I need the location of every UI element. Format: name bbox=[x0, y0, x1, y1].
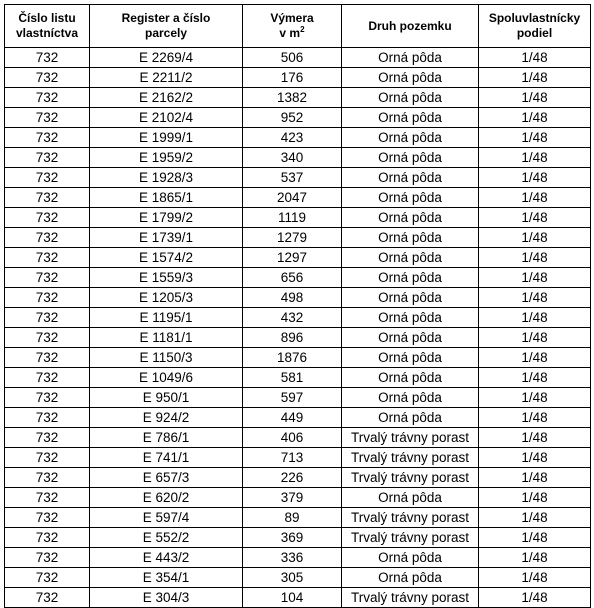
parcel-number-cell: E 1865/1 bbox=[90, 188, 243, 208]
owner-sheet-cell: 732 bbox=[5, 268, 90, 288]
owner-sheet-cell: 732 bbox=[5, 368, 90, 388]
area-cell: 1279 bbox=[243, 228, 342, 248]
header-row bbox=[5, 5, 591, 48]
owner-sheet-cell: 732 bbox=[5, 528, 90, 548]
parcel-number-cell: E 1195/1 bbox=[90, 308, 243, 328]
land-type-cell: Orná pôda bbox=[342, 368, 479, 388]
land-type-cell: Orná pôda bbox=[342, 388, 479, 408]
table-row bbox=[5, 268, 591, 288]
header-parcel-register bbox=[90, 5, 243, 48]
area-cell: 369 bbox=[243, 528, 342, 548]
area-cell: 226 bbox=[243, 468, 342, 488]
land-type-cell: Orná pôda bbox=[342, 208, 479, 228]
table-row bbox=[5, 448, 591, 468]
header-owner-sheet bbox=[5, 5, 90, 48]
land-type-cell: Orná pôda bbox=[342, 148, 479, 168]
land-type-cell: Orná pôda bbox=[342, 328, 479, 348]
area-cell: 896 bbox=[243, 328, 342, 348]
area-cell: 498 bbox=[243, 288, 342, 308]
share-cell: 1/48 bbox=[479, 128, 591, 148]
parcel-number-cell: E 1799/2 bbox=[90, 208, 243, 228]
parcel-number-cell: E 304/3 bbox=[90, 588, 243, 608]
table-row bbox=[5, 308, 591, 328]
owner-sheet-cell: 732 bbox=[5, 448, 90, 468]
table-row bbox=[5, 568, 591, 588]
land-type-cell: Orná pôda bbox=[342, 248, 479, 268]
table-row bbox=[5, 208, 591, 228]
table-row bbox=[5, 468, 591, 488]
land-type-cell: Orná pôda bbox=[342, 108, 479, 128]
area-cell: 1382 bbox=[243, 88, 342, 108]
land-type-cell: Orná pôda bbox=[342, 568, 479, 588]
table-row bbox=[5, 248, 591, 268]
parcel-number-cell: E 1574/2 bbox=[90, 248, 243, 268]
land-type-cell: Orná pôda bbox=[342, 348, 479, 368]
land-type-cell: Orná pôda bbox=[342, 48, 479, 68]
table-row bbox=[5, 68, 591, 88]
area-cell: 449 bbox=[243, 408, 342, 428]
area-cell: 2047 bbox=[243, 188, 342, 208]
land-type-cell: Orná pôda bbox=[342, 188, 479, 208]
land-type-cell: Orná pôda bbox=[342, 128, 479, 148]
table-row bbox=[5, 168, 591, 188]
parcel-number-cell: E 950/1 bbox=[90, 388, 243, 408]
parcel-number-cell: E 1049/6 bbox=[90, 368, 243, 388]
owner-sheet-cell: 732 bbox=[5, 488, 90, 508]
area-cell: 176 bbox=[243, 68, 342, 88]
owner-sheet-cell: 732 bbox=[5, 168, 90, 188]
land-type-cell: Trvalý trávny porast bbox=[342, 428, 479, 448]
share-cell: 1/48 bbox=[479, 228, 591, 248]
share-cell: 1/48 bbox=[479, 168, 591, 188]
parcel-number-cell: E 2269/4 bbox=[90, 48, 243, 68]
area-cell: 713 bbox=[243, 448, 342, 468]
land-type-cell: Trvalý trávny porast bbox=[342, 468, 479, 488]
table-row bbox=[5, 388, 591, 408]
area-cell: 597 bbox=[243, 388, 342, 408]
share-cell: 1/48 bbox=[479, 288, 591, 308]
owner-sheet-cell: 732 bbox=[5, 208, 90, 228]
share-cell: 1/48 bbox=[479, 548, 591, 568]
table-row bbox=[5, 588, 591, 608]
parcel-number-cell: E 1959/2 bbox=[90, 148, 243, 168]
area-cell: 506 bbox=[243, 48, 342, 68]
header-land-type bbox=[342, 5, 479, 48]
header-area-line1: Výmera bbox=[270, 11, 314, 25]
table-row bbox=[5, 288, 591, 308]
table-row bbox=[5, 328, 591, 348]
owner-sheet-cell: 732 bbox=[5, 288, 90, 308]
parcel-table-body bbox=[5, 48, 591, 608]
share-cell: 1/48 bbox=[479, 68, 591, 88]
table-row bbox=[5, 508, 591, 528]
parcel-number-cell: E 1150/3 bbox=[90, 348, 243, 368]
parcel-number-cell: E 1205/3 bbox=[90, 288, 243, 308]
header-area bbox=[243, 5, 342, 48]
share-cell: 1/48 bbox=[479, 488, 591, 508]
area-cell: 336 bbox=[243, 548, 342, 568]
land-type-cell: Orná pôda bbox=[342, 68, 479, 88]
share-cell: 1/48 bbox=[479, 108, 591, 128]
owner-sheet-cell: 732 bbox=[5, 548, 90, 568]
header-share-line2: podiel bbox=[516, 26, 553, 40]
table-row bbox=[5, 88, 591, 108]
share-cell: 1/48 bbox=[479, 368, 591, 388]
owner-sheet-cell: 732 bbox=[5, 308, 90, 328]
header-share bbox=[479, 5, 591, 48]
area-cell: 423 bbox=[243, 128, 342, 148]
parcel-number-cell: E 786/1 bbox=[90, 428, 243, 448]
land-type-cell: Orná pôda bbox=[342, 408, 479, 428]
area-cell: 305 bbox=[243, 568, 342, 588]
owner-sheet-cell: 732 bbox=[5, 148, 90, 168]
area-cell: 89 bbox=[243, 508, 342, 528]
parcel-number-cell: E 2211/2 bbox=[90, 68, 243, 88]
area-cell: 340 bbox=[243, 148, 342, 168]
table-row bbox=[5, 408, 591, 428]
land-type-cell: Orná pôda bbox=[342, 168, 479, 188]
land-type-cell: Trvalý trávny porast bbox=[342, 508, 479, 528]
parcel-number-cell: E 620/2 bbox=[90, 488, 243, 508]
area-cell: 379 bbox=[243, 488, 342, 508]
share-cell: 1/48 bbox=[479, 408, 591, 428]
share-cell: 1/48 bbox=[479, 348, 591, 368]
share-cell: 1/48 bbox=[479, 468, 591, 488]
area-cell: 432 bbox=[243, 308, 342, 328]
owner-sheet-cell: 732 bbox=[5, 248, 90, 268]
area-cell: 1876 bbox=[243, 348, 342, 368]
owner-sheet-cell: 732 bbox=[5, 68, 90, 88]
parcel-number-cell: E 443/2 bbox=[90, 548, 243, 568]
area-cell: 406 bbox=[243, 428, 342, 448]
owner-sheet-cell: 732 bbox=[5, 588, 90, 608]
owner-sheet-cell: 732 bbox=[5, 408, 90, 428]
parcel-number-cell: E 924/2 bbox=[90, 408, 243, 428]
area-cell: 104 bbox=[243, 588, 342, 608]
land-type-cell: Trvalý trávny porast bbox=[342, 588, 479, 608]
header-parcel-register-line1: Register a číslo bbox=[121, 11, 211, 25]
header-owner-sheet-line2: vlastníctva bbox=[15, 26, 79, 40]
header-area-superscript: 2 bbox=[300, 25, 305, 34]
owner-sheet-cell: 732 bbox=[5, 508, 90, 528]
table-row bbox=[5, 488, 591, 508]
area-cell: 656 bbox=[243, 268, 342, 288]
table-row bbox=[5, 148, 591, 168]
table-row bbox=[5, 228, 591, 248]
parcel-number-cell: E 1181/1 bbox=[90, 328, 243, 348]
table-row bbox=[5, 548, 591, 568]
land-type-cell: Trvalý trávny porast bbox=[342, 528, 479, 548]
table-row bbox=[5, 368, 591, 388]
owner-sheet-cell: 732 bbox=[5, 88, 90, 108]
share-cell: 1/48 bbox=[479, 508, 591, 528]
header-owner-sheet-line1: Číslo listu bbox=[18, 11, 76, 25]
parcel-number-cell: E 2102/4 bbox=[90, 108, 243, 128]
share-cell: 1/48 bbox=[479, 208, 591, 228]
parcel-number-cell: E 1999/1 bbox=[90, 128, 243, 148]
parcel-number-cell: E 1739/1 bbox=[90, 228, 243, 248]
parcel-number-cell: E 552/2 bbox=[90, 528, 243, 548]
share-cell: 1/48 bbox=[479, 448, 591, 468]
header-area-unit: v m bbox=[279, 26, 301, 40]
owner-sheet-cell: 732 bbox=[5, 108, 90, 128]
parcel-number-cell: E 657/3 bbox=[90, 468, 243, 488]
header-parcel-register-line2: parcely bbox=[144, 26, 188, 40]
land-type-cell: Orná pôda bbox=[342, 228, 479, 248]
share-cell: 1/48 bbox=[479, 308, 591, 328]
owner-sheet-cell: 732 bbox=[5, 188, 90, 208]
parcel-number-cell: E 354/1 bbox=[90, 568, 243, 588]
table-row bbox=[5, 128, 591, 148]
parcel-number-cell: E 1928/3 bbox=[90, 168, 243, 188]
table-row bbox=[5, 528, 591, 548]
share-cell: 1/48 bbox=[479, 188, 591, 208]
share-cell: 1/48 bbox=[479, 588, 591, 608]
owner-sheet-cell: 732 bbox=[5, 348, 90, 368]
area-cell: 1119 bbox=[243, 208, 342, 228]
parcel-number-cell: E 741/1 bbox=[90, 448, 243, 468]
land-type-cell: Orná pôda bbox=[342, 268, 479, 288]
owner-sheet-cell: 732 bbox=[5, 388, 90, 408]
share-cell: 1/48 bbox=[479, 388, 591, 408]
owner-sheet-cell: 732 bbox=[5, 428, 90, 448]
parcel-number-cell: E 2162/2 bbox=[90, 88, 243, 108]
share-cell: 1/48 bbox=[479, 428, 591, 448]
share-cell: 1/48 bbox=[479, 568, 591, 588]
header-share-line1: Spoluvlastnícky bbox=[488, 11, 581, 25]
header-area-line2 bbox=[243, 26, 341, 41]
area-cell: 1297 bbox=[243, 248, 342, 268]
land-type-cell: Trvalý trávny porast bbox=[342, 448, 479, 468]
share-cell: 1/48 bbox=[479, 48, 591, 68]
share-cell: 1/48 bbox=[479, 528, 591, 548]
owner-sheet-cell: 732 bbox=[5, 228, 90, 248]
area-cell: 537 bbox=[243, 168, 342, 188]
table-row bbox=[5, 188, 591, 208]
owner-sheet-cell: 732 bbox=[5, 128, 90, 148]
land-type-cell: Orná pôda bbox=[342, 88, 479, 108]
parcel-table-header bbox=[5, 5, 591, 48]
table-row bbox=[5, 108, 591, 128]
area-cell: 952 bbox=[243, 108, 342, 128]
land-type-cell: Orná pôda bbox=[342, 548, 479, 568]
header-land-type-line1: Druh pozemku bbox=[368, 18, 452, 33]
share-cell: 1/48 bbox=[479, 248, 591, 268]
area-cell: 581 bbox=[243, 368, 342, 388]
owner-sheet-cell: 732 bbox=[5, 568, 90, 588]
land-type-cell: Orná pôda bbox=[342, 308, 479, 328]
share-cell: 1/48 bbox=[479, 328, 591, 348]
land-type-cell: Orná pôda bbox=[342, 488, 479, 508]
share-cell: 1/48 bbox=[479, 148, 591, 168]
share-cell: 1/48 bbox=[479, 268, 591, 288]
table-row bbox=[5, 428, 591, 448]
land-type-cell: Orná pôda bbox=[342, 288, 479, 308]
share-cell: 1/48 bbox=[479, 88, 591, 108]
table-row bbox=[5, 48, 591, 68]
parcel-number-cell: E 597/4 bbox=[90, 508, 243, 528]
owner-sheet-cell: 732 bbox=[5, 48, 90, 68]
parcel-table bbox=[4, 4, 591, 608]
owner-sheet-cell: 732 bbox=[5, 468, 90, 488]
owner-sheet-cell: 732 bbox=[5, 328, 90, 348]
parcel-number-cell: E 1559/3 bbox=[90, 268, 243, 288]
table-row bbox=[5, 348, 591, 368]
